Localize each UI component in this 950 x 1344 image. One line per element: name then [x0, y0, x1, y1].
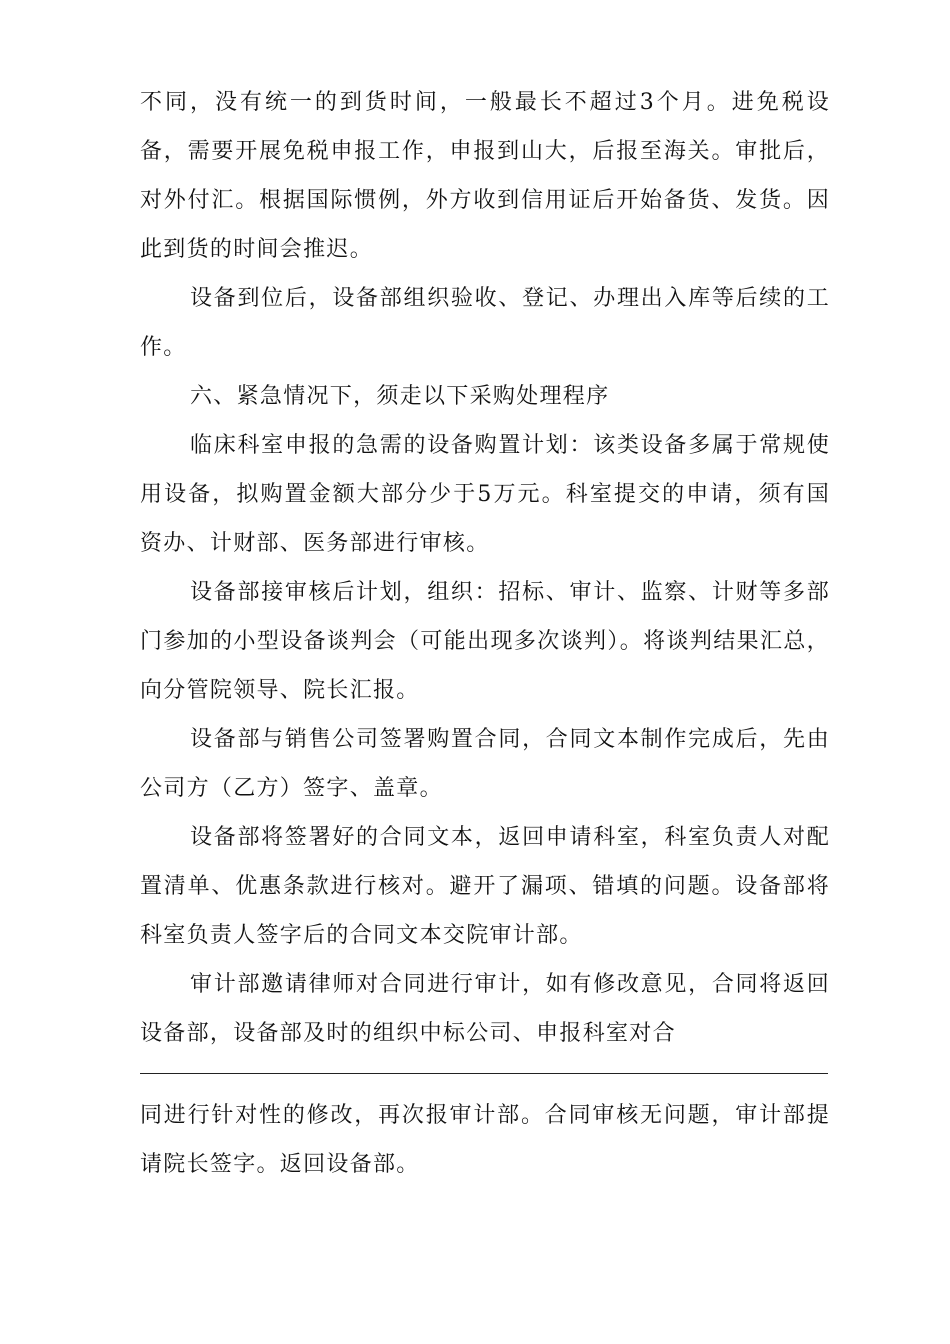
paragraph-audit-continuation: 同进行针对性的修改，再次报审计部。合同审核无问题，审计部提请院长签字。返回设备部。 [140, 1103, 830, 1177]
paragraph-contract-review: 设备部将签署好的合同文本，返回申请科室，科室负责人对配置清单、优惠条款进行核对。避开了漏项、错填的问题。设备部将科室负责人签字后的合同文本交院审计部。 [140, 825, 830, 948]
paragraph-urgent-purchase-plan: 临床科室申报的急需的设备购置计划：该类设备多属于常规使用设备，拟购置金额大部分少于5万元。科室提交的申请，须有国资办、计财部、医务部进行审核。 [140, 433, 830, 556]
paragraph-sign-contract: 设备部与销售公司签署购置合同，合同文本制作完成后，先由公司方（乙方）签字、盖章。 [140, 727, 830, 801]
paragraph-audit: 审计部邀请律师对合同进行审计，如有修改意见，合同将返回设备部，设备部及时的组织中标公司、申报科室对合 [140, 972, 830, 1046]
document-page [140, 78, 830, 1189]
paragraph-equipment-arrival: 设备到位后，设备部组织验收、登记、办理出入库等后续的工作。 [140, 286, 830, 360]
section-heading-emergency-procedure: 六、紧急情况下，须走以下采购处理程序 [190, 384, 610, 409]
paragraph-negotiation-meeting: 设备部接审核后计划，组织：招标、审计、监察、计财等多部门参加的小型设备谈判会（可能出现多次谈判）。将谈判结果汇总，向分管院领导、院长汇报。 [140, 580, 830, 703]
page-break-rule [140, 1073, 828, 1074]
paragraph-continuation: 不同，没有统一的到货时间，一般最长不超过3个月。进免税设备，需要开展免税申报工作，申报到山大，后报至海关。审批后，对外付汇。根据国际惯例，外方收到信用证后开始备货、发货。因此到货的时间会推迟。 [140, 90, 830, 262]
